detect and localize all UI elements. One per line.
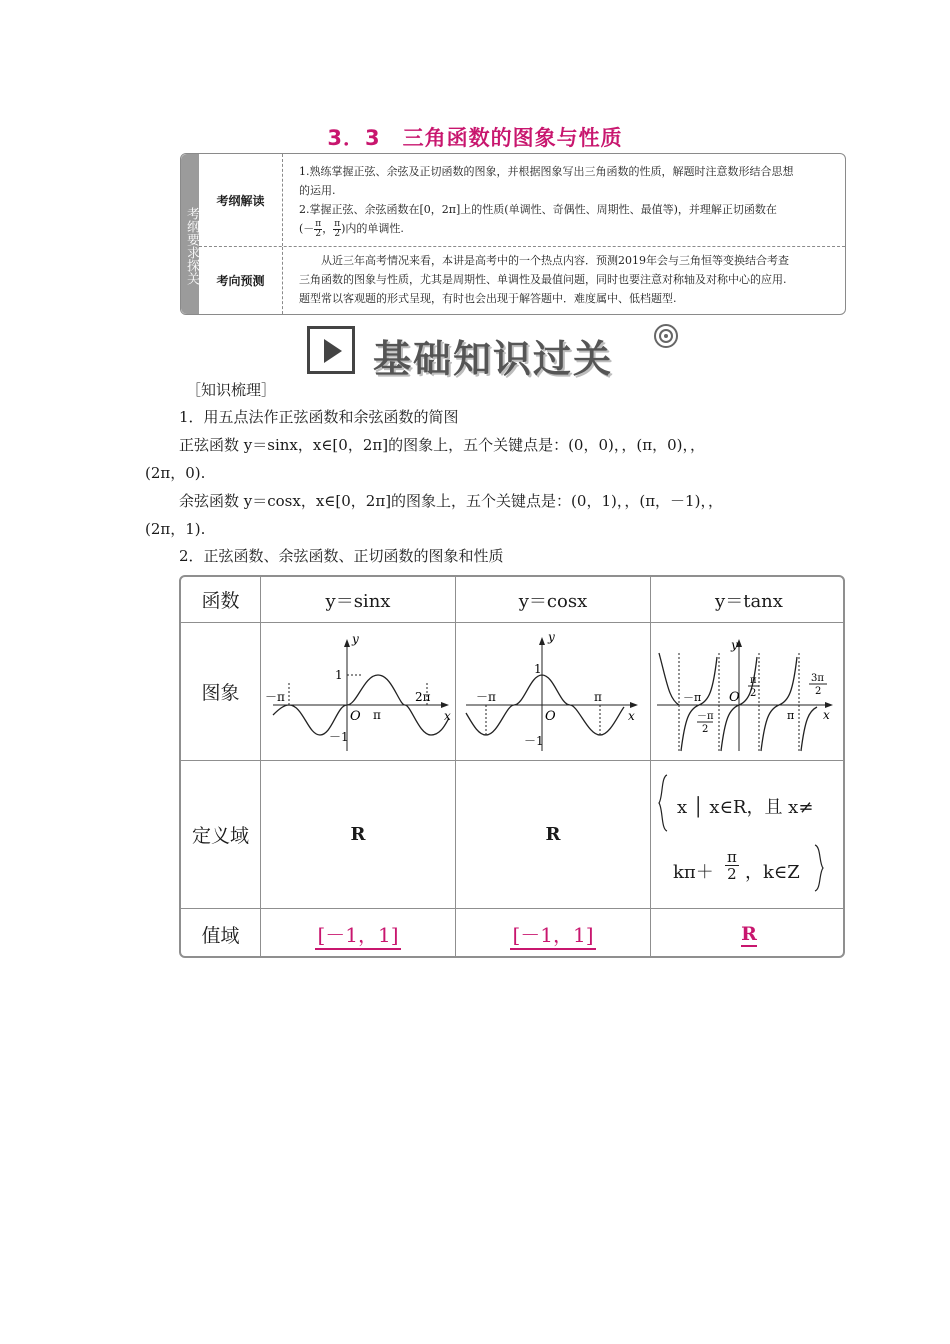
cos-range: [－1，1]: [510, 919, 595, 950]
header-cos: y＝cosx: [456, 577, 651, 623]
cos-neg-one-label: －1: [524, 734, 544, 748]
exam-row1-text: [299, 162, 835, 239]
cos-origin-label: O: [545, 709, 556, 724]
tan-neg-half-pi-den: 2: [702, 724, 709, 735]
frac-den: 2: [315, 228, 322, 239]
sin-graph-cell: [261, 623, 456, 761]
cos-range-cell: [456, 909, 651, 958]
sin-graph: [261, 623, 454, 759]
cos-domain: R: [545, 824, 561, 845]
cos-x-label: x: [628, 709, 635, 723]
tan-range: R: [741, 922, 757, 945]
section-tag: ［知识梳理］: [186, 381, 277, 399]
left-brace-icon: [657, 773, 671, 833]
sin-pi-label: π: [373, 708, 381, 722]
exam-row2-line3: 题型常以客观题的形式呈现，有时也会出现于解答题中．难度属中、低档题型.: [299, 292, 677, 305]
sin-origin-label: O: [350, 709, 361, 724]
exam-row1-line4-mid: ，: [322, 222, 334, 235]
play-icon: [307, 326, 355, 374]
item1-heading: 1．用五点法作正弦函数和余弦函数的简图: [179, 408, 459, 426]
tan-graph-cell: [651, 623, 845, 761]
cos-keypoints-line1: 余弦函数 y＝cosx，x∈[0，2π]的图象上，五个关键点是：(0，1)，，(π，－1)，，: [179, 492, 723, 510]
tan-x-label: x: [823, 708, 830, 722]
item2-heading: 2．正弦函数、余弦函数、正切函数的图象和性质: [179, 547, 504, 565]
sin-one-label: 1: [335, 668, 343, 682]
tan-origin-label: O: [729, 690, 740, 705]
cos-graph-cell: [456, 623, 651, 761]
sin-keypoints-line1: 正弦函数 y＝sinx，x∈[0，2π]的图象上，五个关键点是：(0，0)，，(π，0)，，: [179, 436, 705, 454]
row-label-graph: 图象: [181, 623, 261, 761]
tan-domain-line2-post: ，k∈Z: [745, 862, 800, 883]
tan-neg-pi-label: －π: [683, 691, 702, 704]
sin-neg-one-label: －1: [329, 730, 349, 744]
tan-three-half-pi-den: 2: [815, 686, 822, 697]
exam-row1-line4: [299, 219, 835, 239]
cos-neg-pi-label: －π: [476, 690, 496, 704]
section-banner: [307, 322, 679, 381]
sin-keypoints-line2: (2π，0).: [145, 464, 206, 482]
cos-one-label: 1: [534, 662, 542, 676]
tan-y-label: y: [731, 638, 738, 652]
sin-range-cell: [261, 909, 456, 958]
exam-outline-box: [180, 153, 846, 315]
frac-num: π: [334, 218, 341, 229]
tan-pi-label: π: [787, 709, 795, 722]
tan-domain-fraction: [725, 849, 739, 882]
tan-domain-line1: x │ x∈R，且 x≠: [677, 797, 814, 818]
tan-graph: [651, 623, 845, 759]
page-title: 3．3 三角函数的图象与性质: [327, 126, 623, 150]
frac-den: 2: [727, 865, 737, 883]
tan-half-pi-den: 2: [750, 688, 757, 699]
exam-row1-line4-pre: (－: [299, 222, 315, 235]
sin-range: [－1，1]: [315, 919, 400, 950]
sin-two-pi-label: 2π: [415, 690, 431, 704]
tan-domain-line2-pre: kπ＋: [673, 862, 714, 883]
exam-row1-line3: 2.掌握正弦、余弦函数在[0，2π]上的性质(单调性、奇偶性、周期性、最值等)，并理解正切函数在: [299, 203, 777, 216]
exam-row1-line2: 的运用.: [299, 184, 336, 197]
target-icon: [652, 322, 680, 350]
cos-keypoints-line2: (2π，1).: [145, 520, 206, 538]
sin-x-label: x: [444, 709, 451, 723]
row-label-domain: 定义域: [181, 761, 261, 909]
exam-row1-line4-post: )内的单调性.: [341, 222, 404, 235]
sin-y-label: y: [352, 632, 359, 646]
frac-num: π: [727, 848, 737, 866]
exam-row2-line1: 从近三年高考情况来看，本讲是高考中的一个热点内容．预测2019年会与三角恒等变换结合考查: [321, 254, 789, 267]
frac-num: π: [315, 218, 322, 229]
tan-domain-cell: [651, 761, 845, 909]
tan-half-pi-num: π: [750, 675, 757, 686]
row-label-range: 值域: [181, 909, 261, 958]
tan-three-half-pi-num: 3π: [811, 673, 824, 684]
exam-row2-line2: 三角函数的图象与性质，尤其是周期性、单调性及最值问题，同时也要注意对称轴及对称中心的应用.: [299, 273, 787, 286]
sin-domain-cell: [261, 761, 456, 909]
exam-row-interpretation: [199, 154, 845, 247]
tan-neg-half-pi-num: －π: [697, 711, 714, 722]
cos-y-label: y: [548, 630, 555, 644]
banner-text: 基础知识过关: [373, 337, 614, 381]
exam-row1-line1: 1.熟练掌握正弦、余弦及正切函数的图象，并根据图象写出三角函数的性质，解题时注意数形结合思想: [299, 165, 794, 178]
sin-neg-pi-label: －π: [265, 690, 285, 704]
header-tan: y＝tanx: [651, 577, 845, 623]
exam-row2-text: [299, 251, 835, 308]
header-sin: y＝sinx: [261, 577, 456, 623]
fraction-pi-over-2: [333, 220, 341, 239]
tan-range-cell: [651, 909, 845, 958]
cos-domain-cell: [456, 761, 651, 909]
cos-pi-label: π: [594, 690, 602, 704]
frac-den: 2: [334, 228, 341, 239]
exam-side-label: 考纲要求探关: [181, 154, 199, 314]
sin-domain: R: [350, 824, 366, 845]
header-function: 函数: [181, 577, 261, 623]
exam-row1-label: 考纲解读: [199, 154, 283, 246]
exam-row2-label: 考向预测: [199, 247, 283, 314]
exam-row-prediction: [199, 247, 845, 314]
cos-graph: [456, 623, 649, 759]
trig-properties-table: [179, 575, 845, 958]
right-brace-icon: [811, 843, 825, 893]
